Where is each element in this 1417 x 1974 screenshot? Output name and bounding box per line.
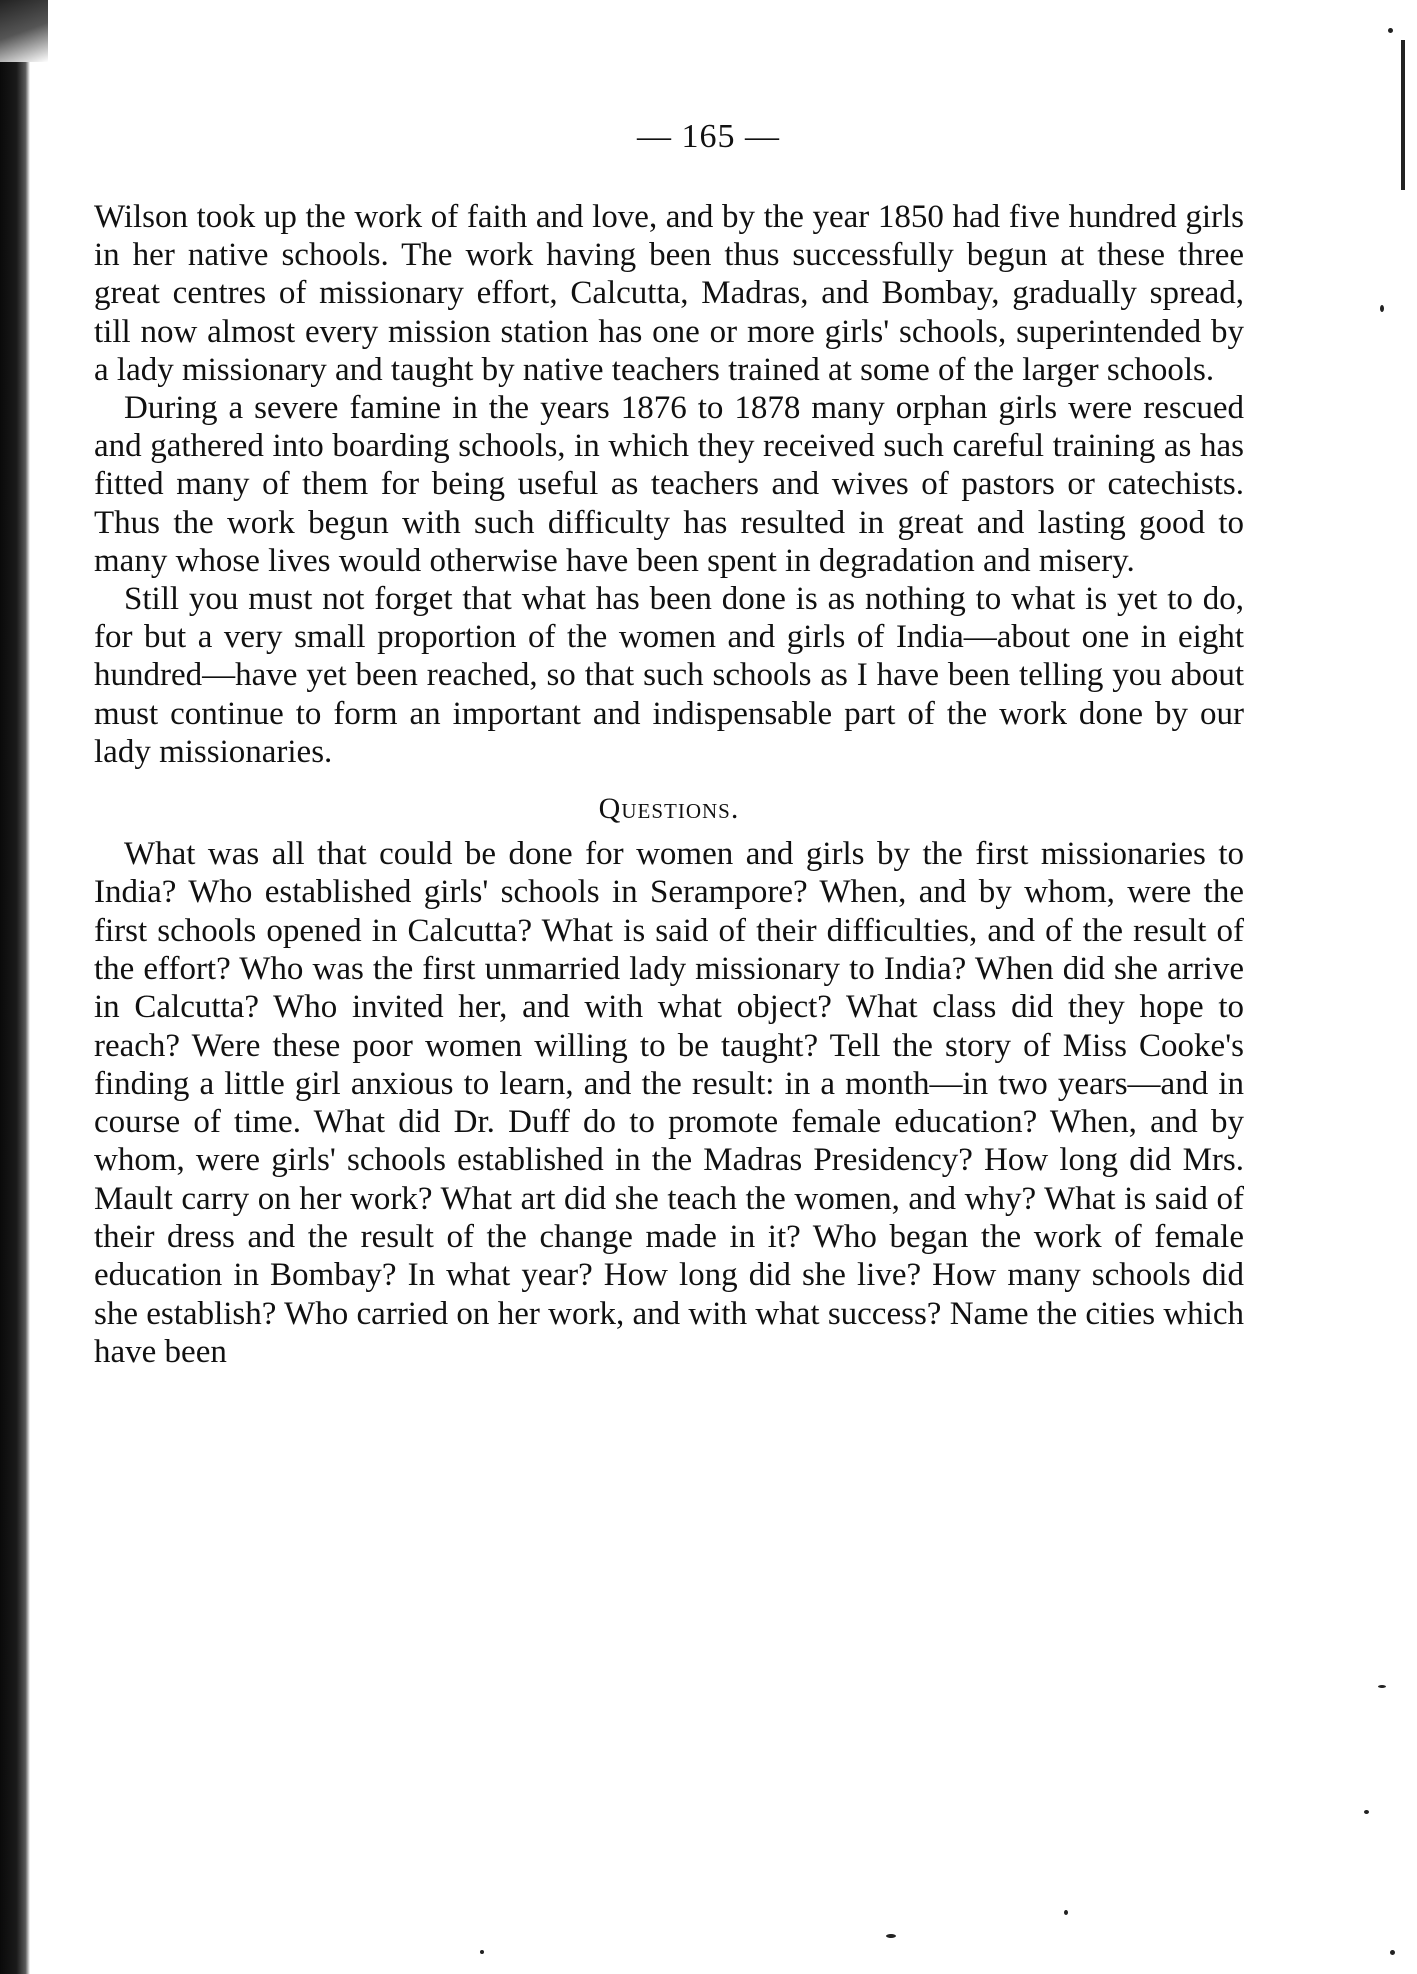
paragraph-2: During a severe famine in the years 1876 to 1878 many orphan girls were rescued and gathered into boarding schools, in which they received such careful training as has fitted many of them for being useful as teachers and wives of pastors or catechists. Thus the work begun with such difficulty has resulted in great and lasting good to many whose lives would otherwise have been spent in degradation and misery. xyxy=(94,390,1244,579)
book-spine-edge xyxy=(0,0,30,1974)
scan-speck xyxy=(1388,28,1393,33)
scan-speck xyxy=(480,1950,484,1954)
page-edge-mark xyxy=(1401,40,1405,190)
page-number: — 165 — xyxy=(637,118,780,155)
page-corner-shadow xyxy=(0,0,48,62)
scan-speck xyxy=(1064,1910,1068,1915)
scan-speck xyxy=(1390,1950,1395,1955)
page-body xyxy=(94,198,1244,1371)
questions-paragraph: What was all that could be done for women and girls by the first missionaries to India? Who established girls' schools in Serampore? When, and by whom, were the first schools opened in Calcutta? What is said of their difficulties, and of the result of the effort? Who was the first unmarried lady missionary to India? When did she arrive in Calcutta? Who invited her, and with what object? What class did they hope to reach? Were these poor women willing to be taught? Tell the story of Miss Cooke's finding a little girl anxious to learn, and the result: in a month—in two years—and in course of time. What did Dr. Duff do to promote female education? When, and by whom, were girls' schools established in the Madras Presidency? How long did Mrs. Mault carry on her work? What art did she teach the women, and why? What is said of their dress and the result of the change made in it? Who began the work of female education in Bombay? In what year? How long did she live? How many schools did she establish? Who carried on her work, and with what success? Name the cities which have been xyxy=(94,836,1244,1370)
paragraph-3: Still you must not forget that what has been done is as nothing to what is yet to do, for but a very small proportion of the women and girls of India—about one in eight hundred—have yet been reached, so that such schools as I have been telling you about must continue to form an important and indispensable part of the work done by our lady missionaries. xyxy=(94,581,1244,770)
scan-speck xyxy=(1378,1685,1386,1688)
paragraph-1: Wilson took up the work of faith and love, and by the year 1850 had five hundred girls in her native schools. The work having been thus successfully begun at these three great centres of missionary effort, Calcutta, Madras, and Bombay, gradually spread, till now almost every mission station has one or more girls' schools, superintended by a lady missionary and taught by native teachers trained at some of the larger schools. xyxy=(94,199,1244,388)
questions-heading: Questions. xyxy=(598,792,740,826)
scan-speck xyxy=(1380,305,1384,312)
scan-speck xyxy=(886,1934,896,1938)
scan-speck xyxy=(1364,1810,1369,1814)
